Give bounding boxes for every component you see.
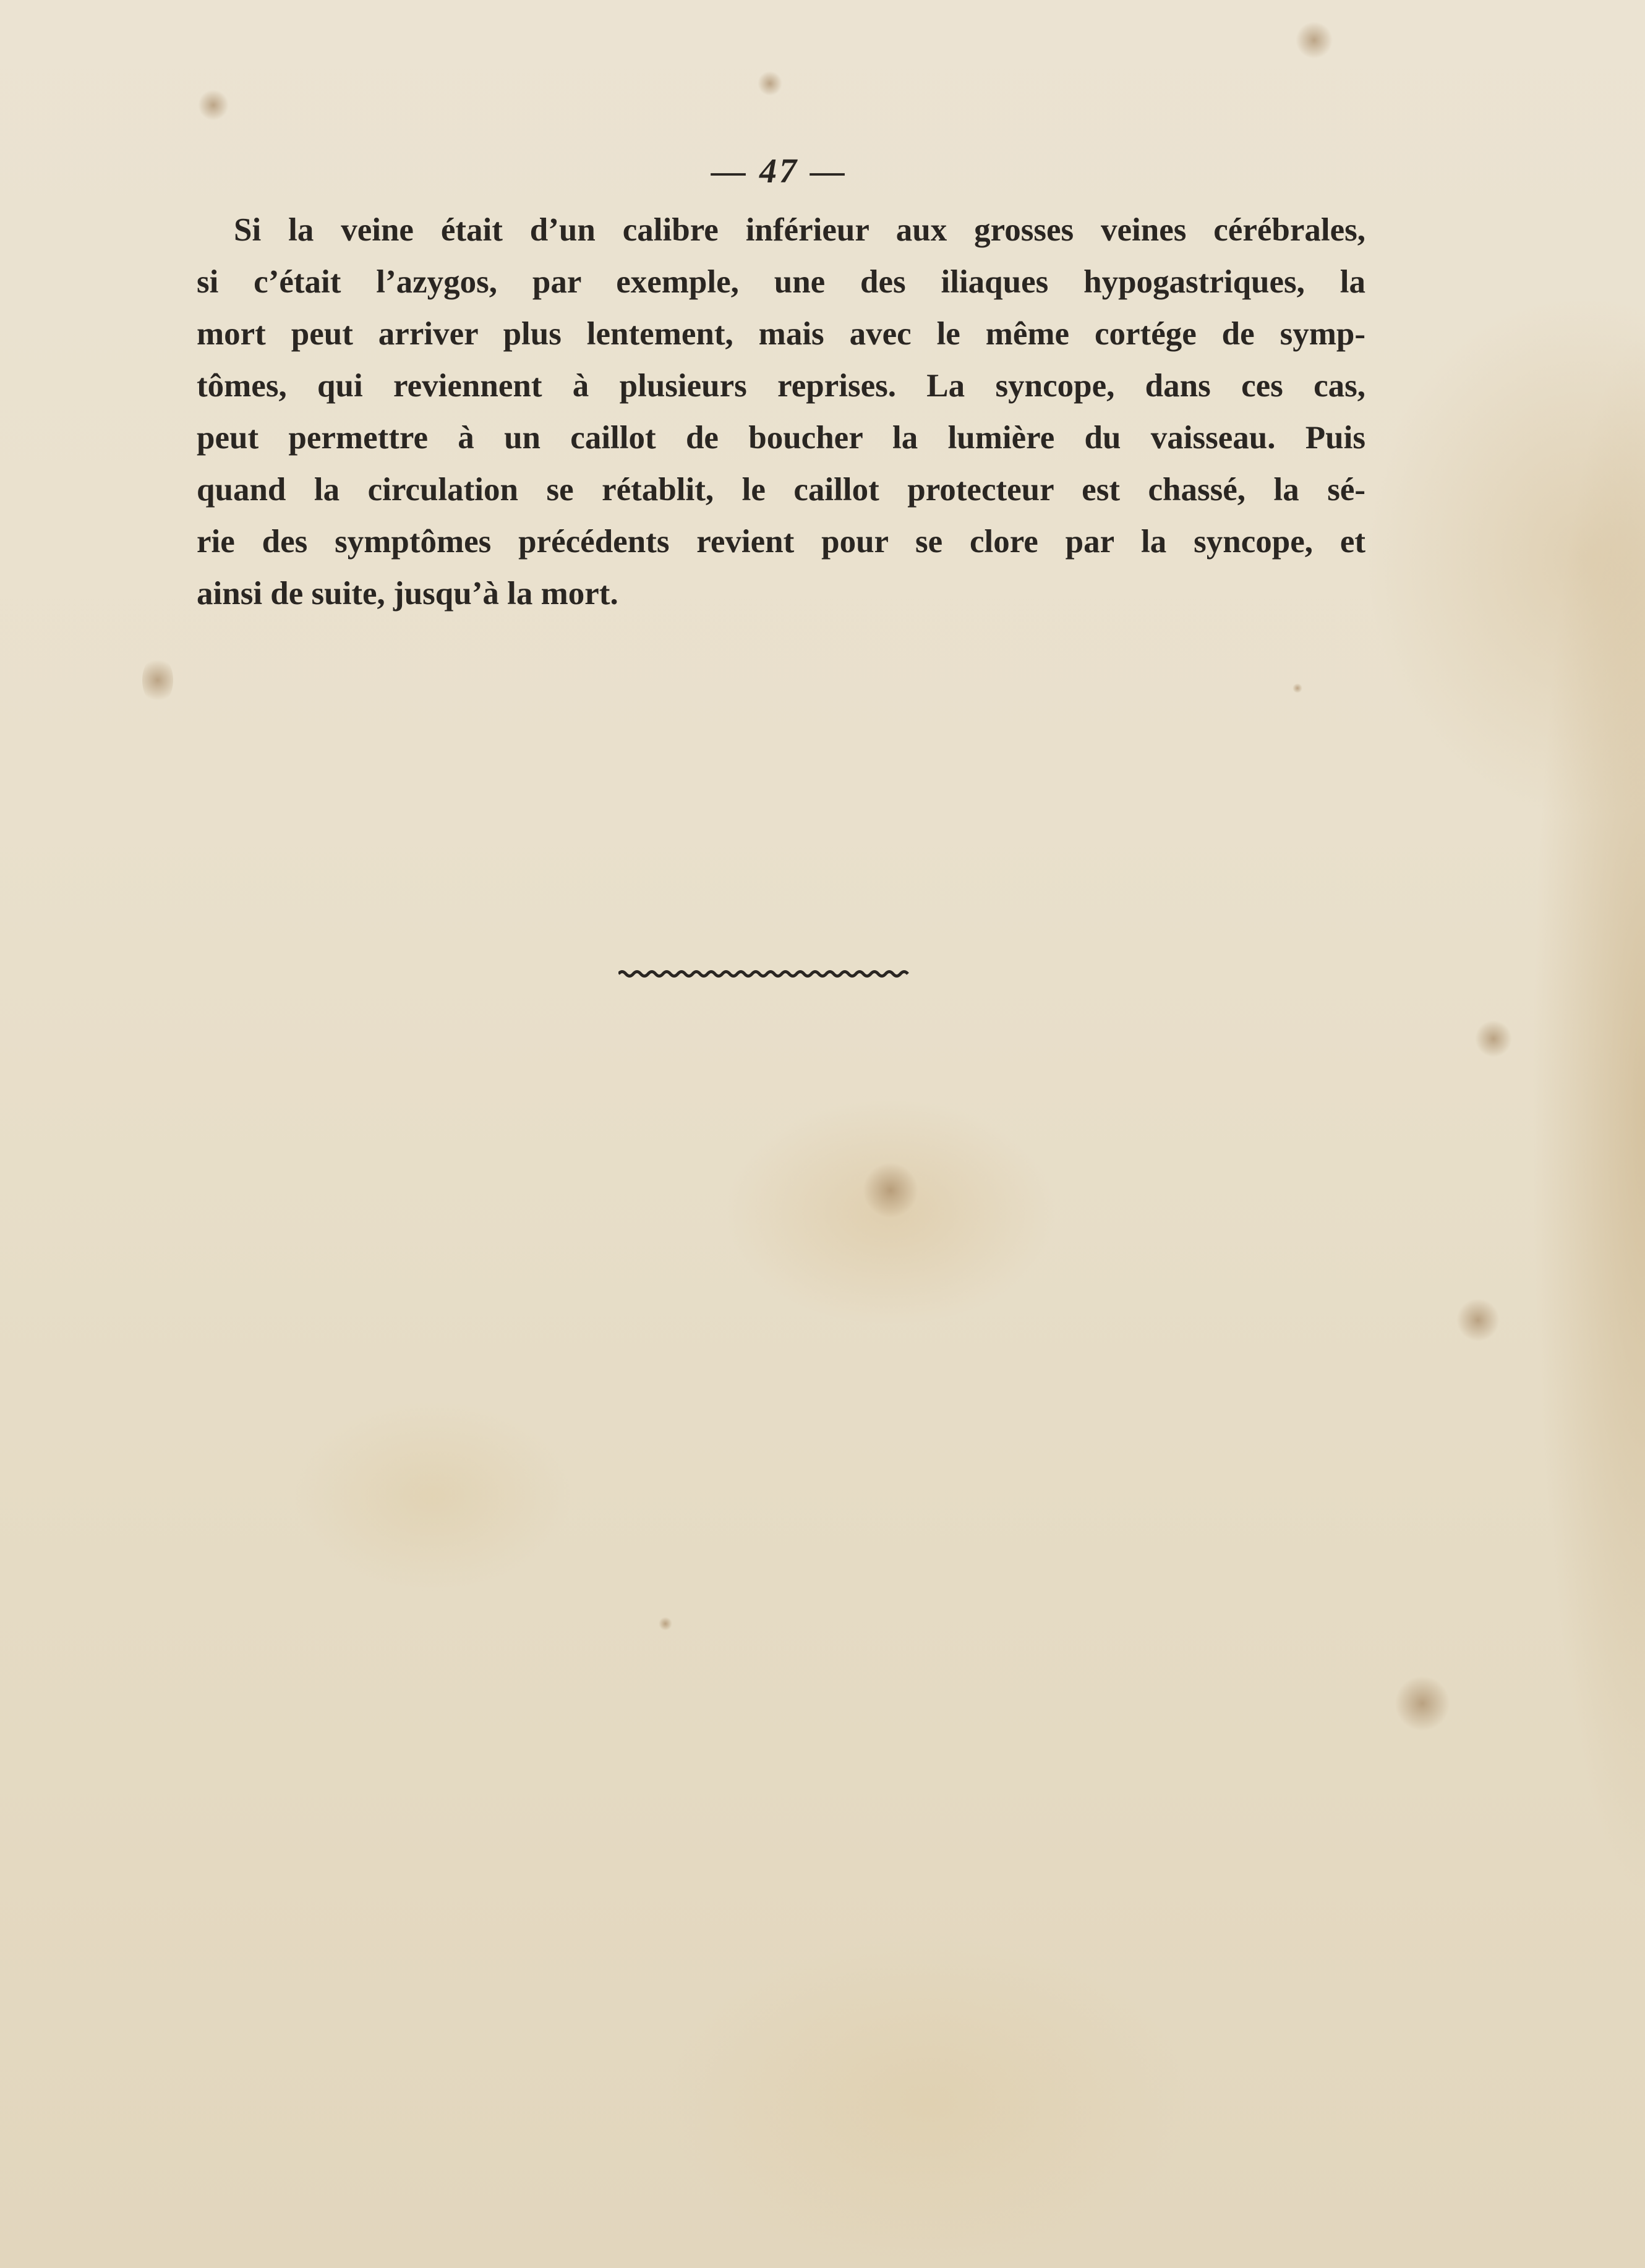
text-line: quand la circulation se rétablit, le caillot protecteur est chassé, la sé- [197, 472, 1365, 508]
page-number: — 47 — [711, 152, 847, 190]
text-line: mort peut arriver plus lentement, mais avec le même cortége de symp- [197, 316, 1365, 352]
paper-stain [1475, 1020, 1512, 1057]
body-paragraph [197, 204, 1365, 620]
text-line: rie des symptômes précédents revient pour se clore par la syncope, et [197, 524, 1365, 560]
paper-stain [1296, 22, 1333, 59]
paper-stain [1456, 1298, 1500, 1342]
text-line: si c’était l’azygos, par exemple, une des iliaques hypogastriques, la [197, 264, 1365, 300]
paper-stain [1395, 1676, 1450, 1731]
text-line: ainsi de suite, jusqu’à la mort. [197, 576, 618, 612]
paper-stain [659, 1617, 672, 1631]
paper-stain [142, 655, 173, 705]
paper-stain [863, 1162, 918, 1218]
text-line: Si la veine était d’un calibre inférieur aux grosses veines cérébrales, [234, 212, 1365, 248]
text-line: peut permettre à un caillot de boucher la lumière du vaisseau. Puis [197, 420, 1365, 456]
text-line: tômes, qui reviennent à plusieurs reprises. La syncope, dans ces cas, [197, 368, 1365, 404]
ornament-rule [618, 968, 909, 980]
paper-stain [198, 90, 229, 121]
paper-stain [758, 71, 782, 96]
paper-stain [1292, 683, 1302, 693]
